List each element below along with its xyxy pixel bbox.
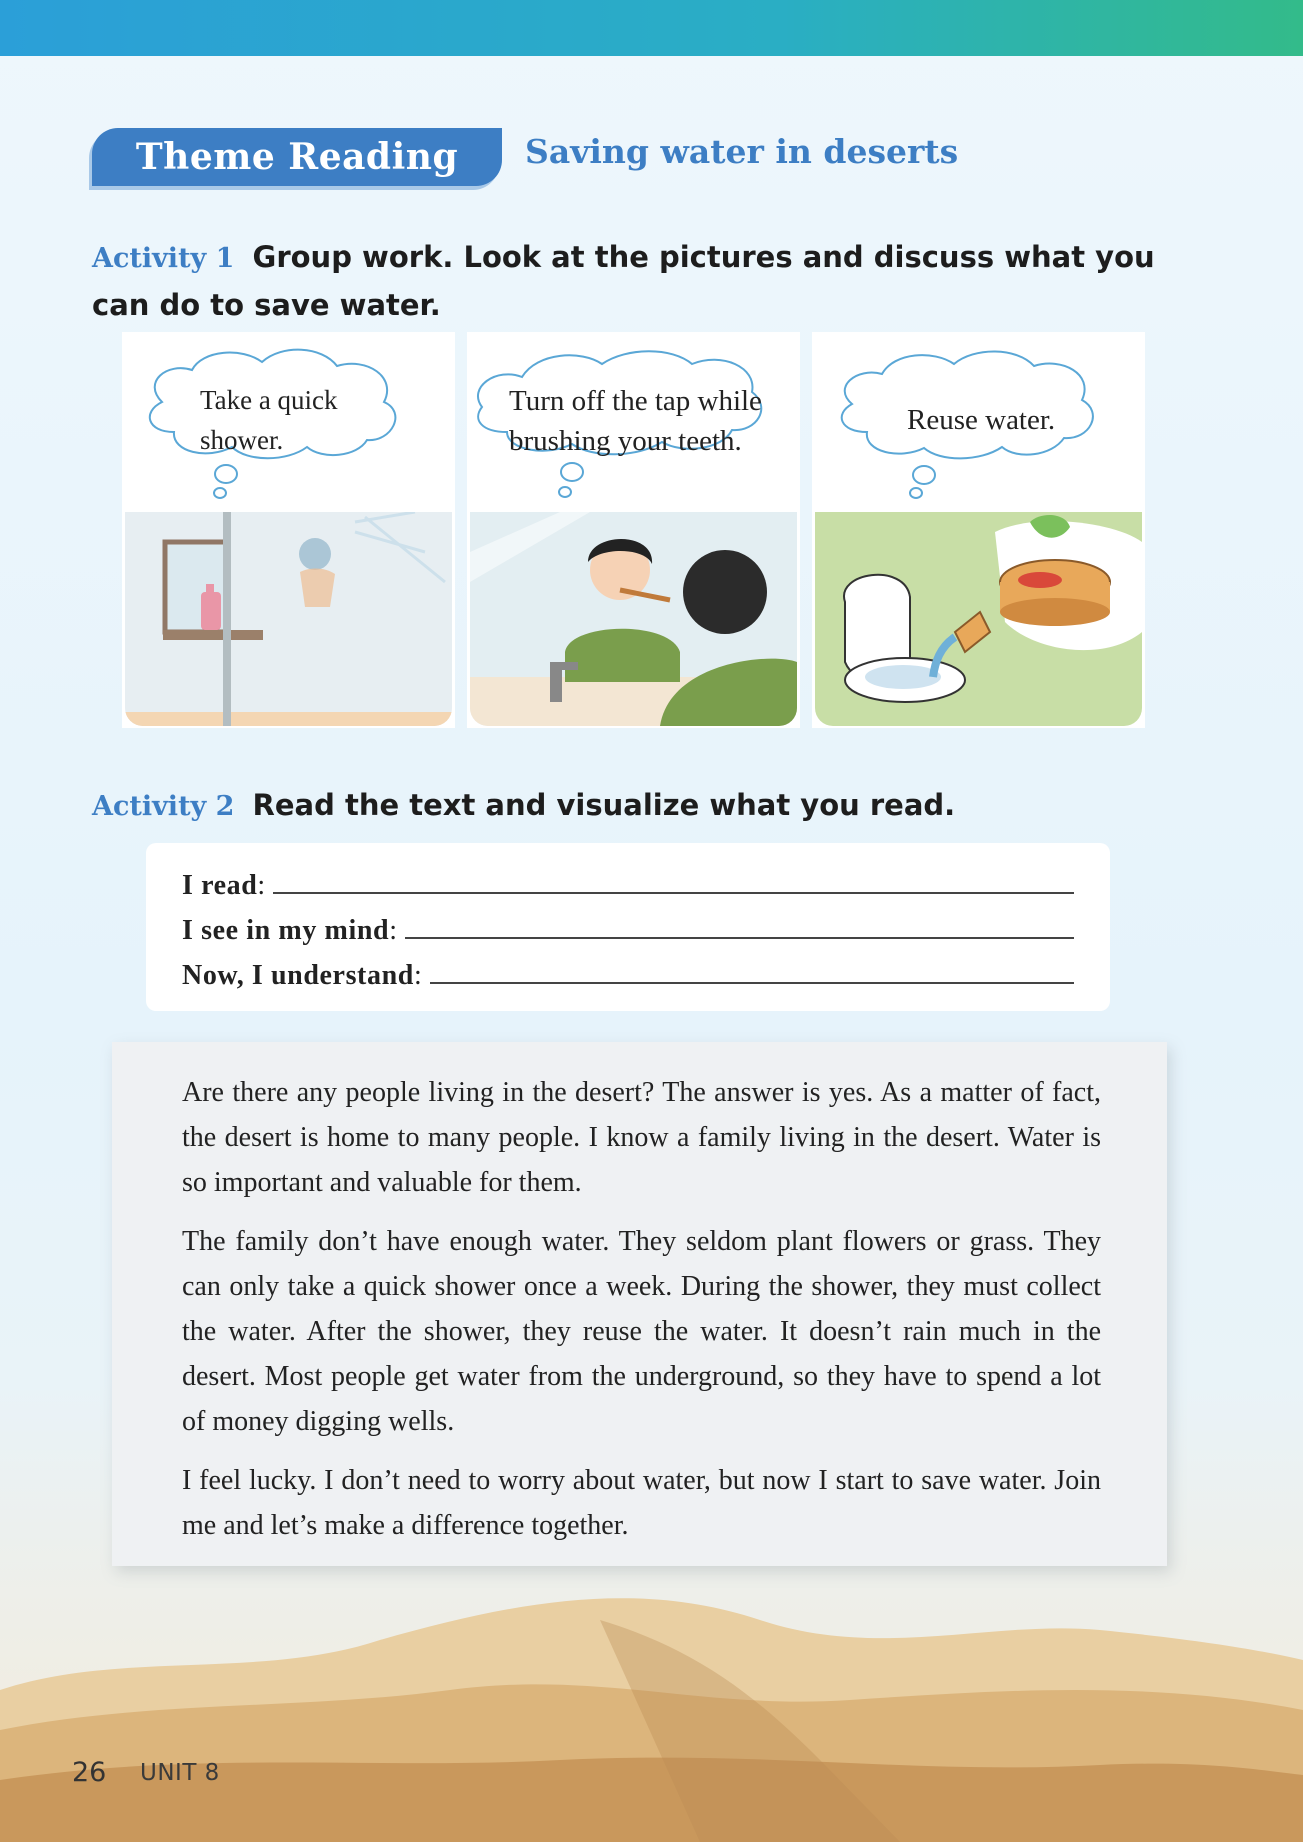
activity-1-label: Activity 1 xyxy=(92,243,235,274)
answer-blank[interactable] xyxy=(405,911,1074,939)
prompt-label: Now, I understand xyxy=(182,960,414,991)
page-title: Saving water in deserts xyxy=(525,132,959,171)
picture-panel-reuse xyxy=(812,332,1145,728)
reading-paragraph: I feel lucky. I don’t need to worry about water, but now I start to save water. Join me and let’s make a difference together. xyxy=(182,1465,1101,1541)
prompt-label: I read xyxy=(182,870,258,901)
caption-shower xyxy=(200,380,338,460)
activity-2-label: Activity 2 xyxy=(92,791,235,822)
brushing-teeth-illustration xyxy=(470,512,797,726)
shower-illustration xyxy=(125,512,452,726)
reading-paragraph: The family don’t have enough water. They seldom plant flowers or grass. They can only take a quick shower once a week. During the shower, they must collect the water. After the shower, they reuse the water. It doesn’t rain much in the desert. Most people get water from the underground, so they have to spend a lot of money digging wells. xyxy=(182,1226,1101,1437)
prompt-line-i-see: I see in my mind : xyxy=(182,908,1074,953)
reading-text-card xyxy=(112,1042,1167,1566)
prompt-line-now-understand: Now, I understand : xyxy=(182,953,1074,998)
caption-line: Reuse water. xyxy=(907,404,1056,436)
activity-2-heading xyxy=(92,782,1192,830)
picture-panel-shower xyxy=(122,332,455,728)
top-color-bar xyxy=(0,0,1303,56)
prompt-line-i-read: I read : xyxy=(182,863,1074,908)
caption-brushing xyxy=(509,381,762,461)
reading-prompt-box xyxy=(146,843,1110,1011)
unit-label: UNIT 8 xyxy=(140,1760,220,1786)
activity-1-heading xyxy=(92,234,1192,328)
answer-blank[interactable] xyxy=(430,956,1074,984)
prompt-label: I see in my mind xyxy=(182,915,390,946)
theme-reading-label: Theme Reading xyxy=(92,128,502,186)
reuse-water-illustration xyxy=(815,512,1142,726)
activity-1-instruction: Group work. Look at the pictures and discuss what you can do to save water. xyxy=(92,240,1155,322)
picture-panel-brushing xyxy=(467,332,800,728)
desert-dunes-background xyxy=(0,1560,1303,1842)
caption-line: shower. xyxy=(200,425,284,455)
activity-2-instruction: Read the text and visualize what you read. xyxy=(252,788,956,822)
answer-blank[interactable] xyxy=(273,866,1074,894)
caption-line: brushing your teeth. xyxy=(509,425,742,457)
page-number: 26 xyxy=(72,1757,107,1788)
caption-reuse xyxy=(907,400,1055,440)
reading-paragraph: Are there any people living in the desert? The answer is yes. As a matter of fact, the desert is home to many people. I know a family living in the desert. Water is so important and valuable for them. xyxy=(182,1077,1101,1198)
caption-line: Turn off the tap while xyxy=(509,385,762,417)
caption-line: Take a quick xyxy=(200,385,338,415)
